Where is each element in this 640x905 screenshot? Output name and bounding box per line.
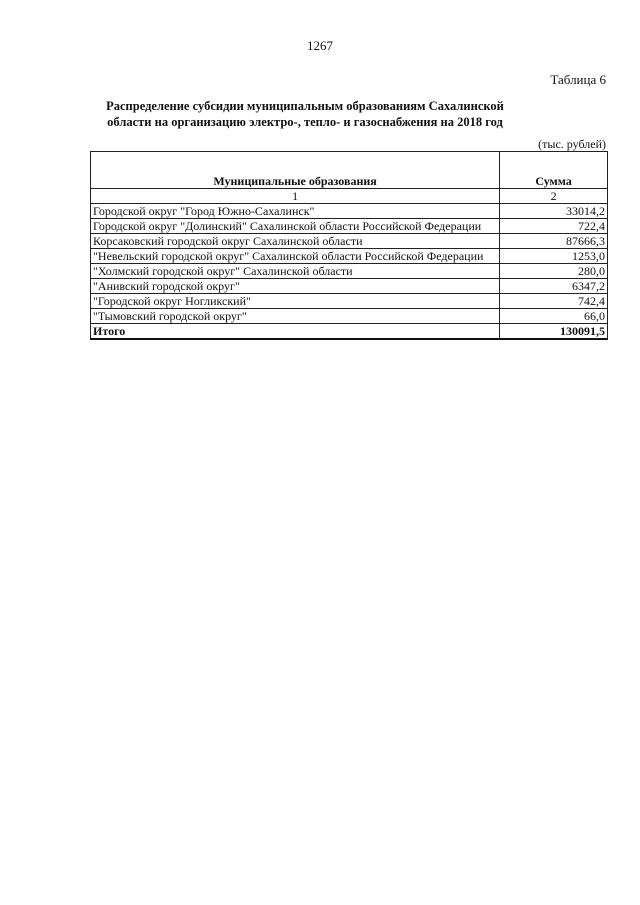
row-amount: 87666,3 [500,234,608,249]
document-heading: Распределение субсидии муниципальным образованиям Сахалинской области на организацию электро-, тепло- и газоснабжения на 2018 год [106,99,504,129]
table-row [91,264,608,279]
row-name: Корсаковский городской округ Сахалинской области [91,234,500,249]
row-amount: 66,0 [500,309,608,324]
table-row [91,294,608,309]
table-row [91,249,608,264]
table-label: Таблица 6 [550,72,606,87]
header-municipalities: Муниципальные образования [91,152,500,189]
table-header-row [91,152,608,189]
row-amount: 6347,2 [500,279,608,294]
row-name: Городской округ "Долинский" Сахалинской области Российской Федерации [91,219,500,234]
table-row [91,279,608,294]
row-amount: 742,4 [500,294,608,309]
column-number-row [91,189,608,204]
table-row [91,234,608,249]
page-number: 1267 [307,38,333,53]
total-label: Итого [91,324,500,340]
total-row [91,324,608,340]
row-amount: 722,4 [500,219,608,234]
row-name: "Городской округ Ногликский" [91,294,500,309]
row-amount: 1253,0 [500,249,608,264]
column-number-1: 1 [91,189,500,204]
units-note: (тыс. рублей) [538,137,606,151]
column-number-2: 2 [500,189,608,204]
row-amount: 33014,2 [500,204,608,219]
row-name: "Анивский городской округ" [91,279,500,294]
row-name: "Холмский городской округ" Сахалинской области [91,264,500,279]
total-amount: 130091,5 [500,324,608,340]
row-name: "Тымовский городской округ" [91,309,500,324]
subsidy-distribution-table [90,151,608,340]
table-row [91,204,608,219]
table-row [91,219,608,234]
header-amount: Сумма [500,152,608,189]
row-amount: 280,0 [500,264,608,279]
row-name: "Невельский городской округ" Сахалинской области Российской Федерации [91,249,500,264]
row-name: Городской округ "Город Южно-Сахалинск" [91,204,500,219]
table-row [91,309,608,324]
